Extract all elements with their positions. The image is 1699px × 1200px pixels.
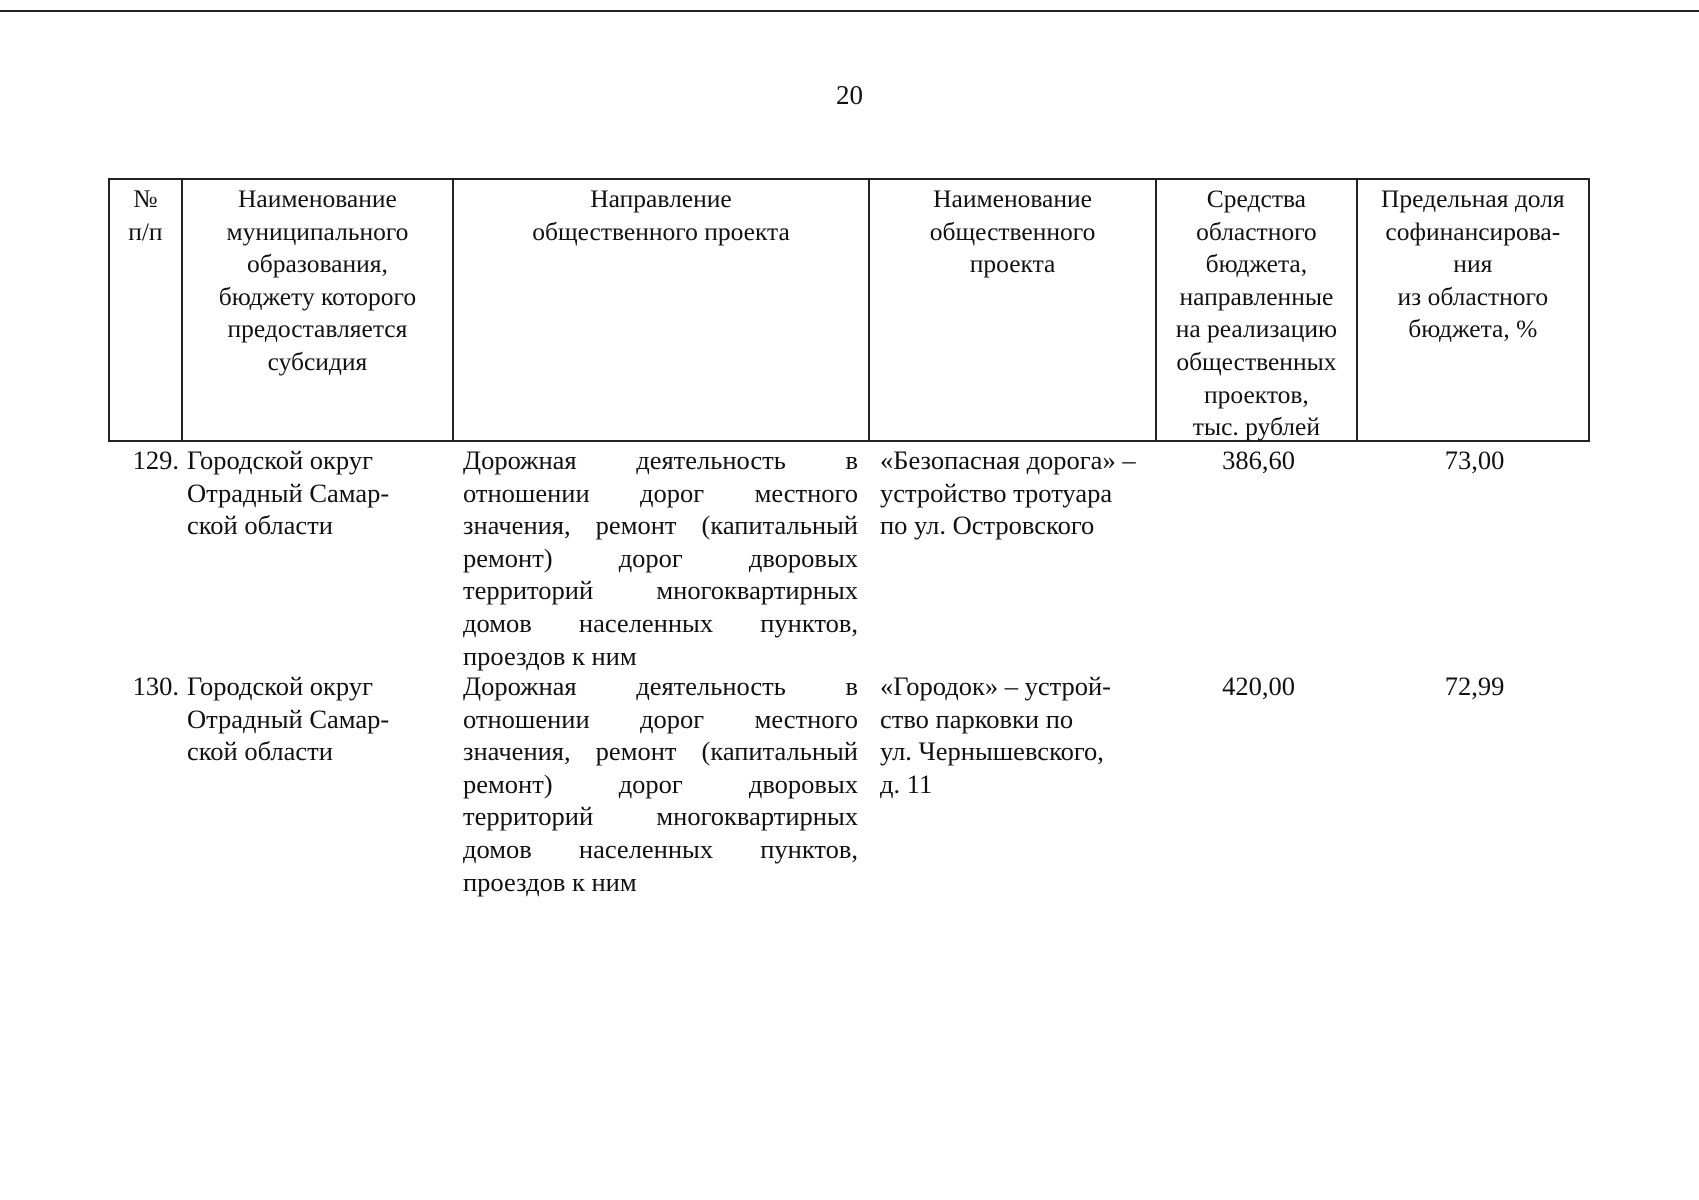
table-row [108,444,1590,670]
header-share: Предельная доля софинансирова- ния из областного бюджета, % [1380,184,1565,344]
row-municipality: Городской округ Отрадный Самар- ской области [187,671,390,767]
row-share: 72,99 [1444,671,1505,701]
table-header [108,178,1590,442]
row-direction: Дорожная деятельность в отношении дорог местного значения, ремонт (капитальный ремонт) дорог дворовых территорий многоквартирных домов населенных пунктов, проездов к ним [463,671,858,897]
header-funds: Средства областного бюджета, направленные на реализацию общественных проектов, тыс. рублей [1157,180,1357,440]
header-municipality: Наименование муниципального образования, бюджету которого предоставляется субсидия [183,180,454,440]
row-project-name: «Городок» – устрой- ство парковки по ул. Чернышевского, д. 11 [880,671,1112,799]
row-number: 129. [132,445,179,475]
row-number: 130. [132,671,179,701]
header-direction: Направление общественного проекта [454,180,870,440]
row-share: 73,00 [1444,445,1505,475]
row-funds: 386,60 [1222,445,1295,475]
header-project-name: Наименование общественного проекта [870,180,1157,440]
row-direction: Дорожная деятельность в отношении дорог местного значения, ремонт (капитальный ремонт) дорог дворовых территорий многоквартирных домов населенных пунктов, проездов к ним [463,445,858,671]
page-number: 20 [836,80,863,110]
row-project-name: «Безопасная дорога» – устройство тротуара по ул. Островского [880,445,1136,541]
table-row [108,670,1590,900]
header-number: № п/п [110,180,183,440]
row-municipality: Городской округ Отрадный Самар- ской области [187,445,390,541]
table-body [108,444,1590,900]
top-rule [0,10,1699,12]
row-funds: 420,00 [1222,671,1295,701]
